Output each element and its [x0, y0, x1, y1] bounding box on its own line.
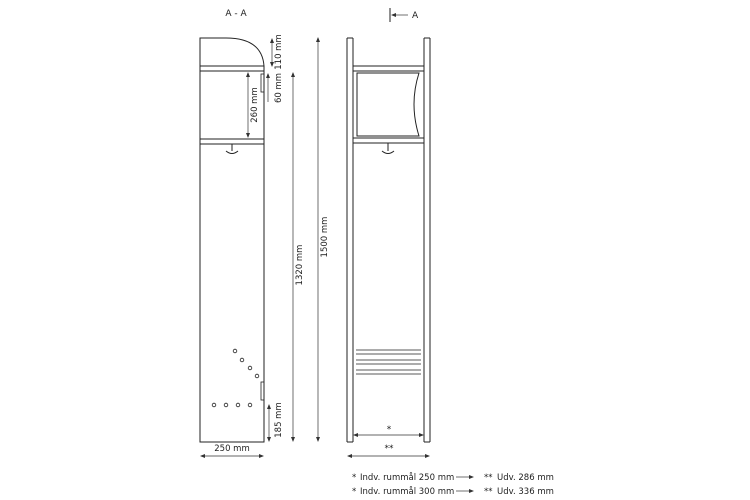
section-view [200, 9, 330, 458]
dim-260 [246, 72, 260, 138]
legend-row-1-right-mark: ** [484, 473, 493, 483]
legend-row-1-right-text: Udv. 286 mm [497, 473, 554, 483]
outer-width-mark: ** [384, 444, 394, 454]
dim-1320-label: 1320 mm [295, 244, 305, 286]
dim-260-label: 260 mm [250, 87, 260, 123]
legend-row-1-left-text: Indv. rummål 250 mm [360, 473, 455, 483]
legend-row [352, 472, 554, 483]
legend [352, 472, 554, 497]
dim-250 [200, 444, 264, 458]
middle-shelf [200, 139, 264, 144]
dim-185 [267, 402, 284, 442]
inner-width-mark: * [386, 425, 392, 435]
right-side-panel [424, 38, 430, 442]
dim-110-label: 110 mm [274, 34, 284, 70]
dim-1320 [291, 72, 305, 442]
dim-110 [270, 34, 284, 70]
front-top-shelf [353, 66, 424, 71]
section-marker-label: A [412, 11, 419, 21]
storage-box [357, 73, 419, 136]
legend-row-2-left-text: Indv. rummål 300 mm [360, 487, 455, 497]
dim-1500 [316, 37, 330, 442]
legend-row-2-right-mark: ** [484, 487, 493, 497]
dim-60 [266, 73, 284, 103]
legend-row [352, 486, 554, 497]
legend-row-2-right-text: Udv. 336 mm [497, 487, 554, 497]
front-view [347, 8, 430, 458]
dim-1500-label: 1500 mm [320, 216, 330, 258]
shoe-pegs [212, 349, 259, 407]
dim-60-label: 60 mm [274, 72, 284, 104]
coat-hook-icon [226, 144, 238, 154]
front-hook-icon [382, 143, 394, 154]
dim-250-label: 250 mm [214, 444, 250, 454]
dim-185-label: 185 mm [274, 402, 284, 438]
legend-row-2-left-mark: * [352, 487, 357, 497]
section-view-title: A - A [225, 9, 247, 19]
section-marker [390, 8, 419, 22]
front-middle-shelf [353, 138, 424, 143]
panel-caps [347, 38, 430, 442]
dim-outer-width [347, 444, 430, 458]
legend-row-1-left-mark: * [352, 473, 357, 483]
left-side-panel [347, 38, 353, 442]
shoe-rails [356, 350, 421, 374]
top-shelf [200, 66, 264, 71]
dim-inner-width [353, 425, 424, 437]
